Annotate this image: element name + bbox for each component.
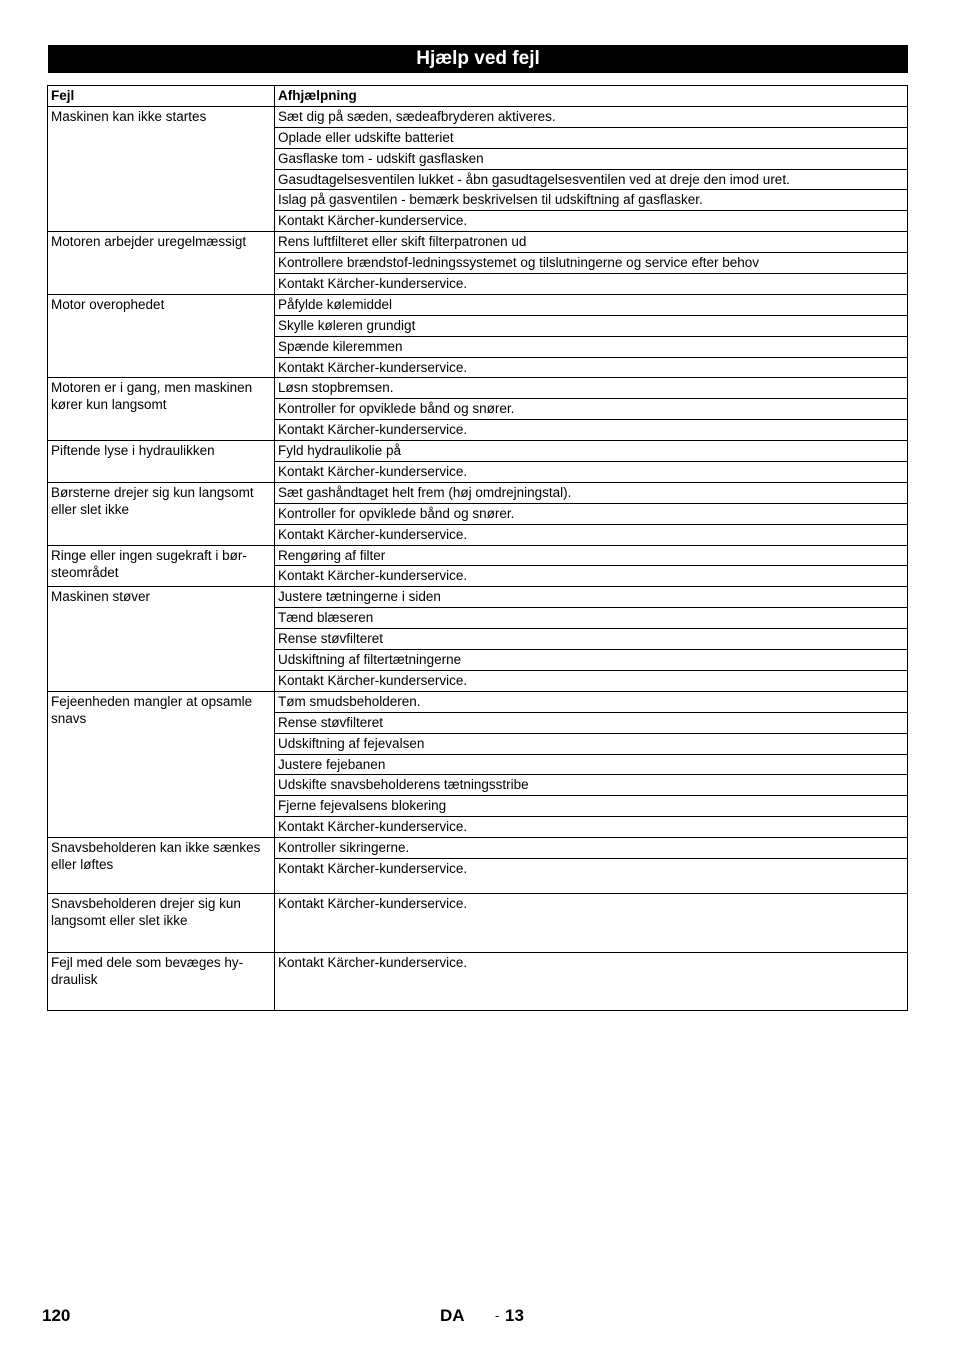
- remedy-cell: Udskiftning af fejevalsen: [275, 733, 908, 754]
- table-row: [48, 106, 908, 127]
- remedy-cell: Justere fejebanen: [275, 754, 908, 775]
- page-number: 120: [42, 1306, 71, 1325]
- remedy-cell: Påfylde kølemiddel: [275, 294, 908, 315]
- table-row: [48, 378, 908, 399]
- remedy-cell: Oplade eller udskifte batteriet: [275, 127, 908, 148]
- table-row: [48, 545, 908, 566]
- fault-cell: Fejl med dele som bevæges hy-draulisk: [48, 952, 275, 1010]
- fault-cell: Motoren er i gang, men maskinen kører kun langsomt: [48, 378, 275, 441]
- column-header-remedy: Afhjælpning: [275, 86, 908, 107]
- remedy-cell: Kontroller for opviklede bånd og snører.: [275, 503, 908, 524]
- remedy-cell: Fyld hydraulikolie på: [275, 441, 908, 462]
- remedy-cell: Kontakt Kärcher-kunderservice.: [275, 420, 908, 441]
- table-row: [48, 893, 908, 952]
- remedy-cell: Kontakt Kärcher-kunderservice.: [275, 893, 908, 952]
- fault-cell: Ringe eller ingen sugekraft i bør-steområdet: [48, 545, 275, 587]
- column-header-fault: Fejl: [48, 86, 275, 107]
- remedy-cell: Islag på gasventilen - bemærk beskrivelsen til udskiftning af gasflasker.: [275, 190, 908, 211]
- table-row: [48, 482, 908, 503]
- table-header-row: [48, 86, 908, 107]
- language-code: DA: [440, 1306, 465, 1325]
- table-body: [48, 106, 908, 1010]
- remedy-cell: Kontakt Kärcher-kunderservice.: [275, 211, 908, 232]
- remedy-cell: Kontakt Kärcher-kunderservice.: [275, 670, 908, 691]
- remedy-cell: Tænd blæseren: [275, 608, 908, 629]
- footer-separator: -: [495, 1308, 500, 1323]
- remedy-cell: Gasudtagelsesventilen lukket - åbn gasudtagelsesventilen ved at dreje den imod uret.: [275, 169, 908, 190]
- remedy-cell: Kontakt Kärcher-kunderservice.: [275, 566, 908, 587]
- remedy-cell: Gasflaske tom - udskift gasflasken: [275, 148, 908, 169]
- remedy-cell: Sæt gashåndtaget helt frem (høj omdrejningstal).: [275, 482, 908, 503]
- fault-cell: Piftende lyse i hydraulikken: [48, 441, 275, 483]
- fault-cell: Motor overophedet: [48, 294, 275, 378]
- fault-cell: Snavsbeholderen kan ikke sænkes eller løftes: [48, 838, 275, 894]
- remedy-cell: Fjerne fejevalsens blokering: [275, 796, 908, 817]
- remedy-cell: Kontrollere brændstof-ledningssystemet og tilslutningerne og service efter behov: [275, 253, 908, 274]
- remedy-cell: Rengøring af filter: [275, 545, 908, 566]
- fault-cell: Motoren arbejder uregelmæssigt: [48, 232, 275, 295]
- table-row: [48, 232, 908, 253]
- remedy-cell: Løsn stopbremsen.: [275, 378, 908, 399]
- remedy-cell: Udskifte snavsbeholderens tætningsstribe: [275, 775, 908, 796]
- remedy-cell: Kontakt Kärcher-kunderservice.: [275, 357, 908, 378]
- remedy-cell: Tøm smudsbeholderen.: [275, 691, 908, 712]
- fault-cell: Maskinen kan ikke startes: [48, 106, 275, 231]
- section-page-number: 13: [505, 1306, 524, 1325]
- remedy-cell: Rens luftfilteret eller skift filterpatronen ud: [275, 232, 908, 253]
- remedy-cell: Kontroller sikringerne.: [275, 838, 908, 859]
- section-title: Hjælp ved fejl: [48, 45, 908, 73]
- remedy-cell: Kontakt Kärcher-kunderservice.: [275, 858, 908, 893]
- remedy-cell: Udskiftning af filtertætningerne: [275, 650, 908, 671]
- table-row: [48, 691, 908, 712]
- fault-cell: Fejeenheden mangler at opsamle snavs: [48, 691, 275, 837]
- table-row: [48, 952, 908, 1010]
- table-row: [48, 294, 908, 315]
- remedy-cell: Rense støvfilteret: [275, 629, 908, 650]
- troubleshooting-table: [47, 85, 908, 1011]
- fault-cell: Snavsbeholderen drejer sig kun langsomt eller slet ikke: [48, 893, 275, 952]
- remedy-cell: Spænde kileremmen: [275, 336, 908, 357]
- fault-cell: Børsterne drejer sig kun langsomt eller slet ikke: [48, 482, 275, 545]
- table-row: [48, 441, 908, 462]
- remedy-cell: Skylle køleren grundigt: [275, 315, 908, 336]
- table-row: [48, 838, 908, 859]
- remedy-cell: Kontakt Kärcher-kunderservice.: [275, 462, 908, 483]
- remedy-cell: Justere tætningerne i siden: [275, 587, 908, 608]
- remedy-cell: Kontroller for opviklede bånd og snører.: [275, 399, 908, 420]
- remedy-cell: Kontakt Kärcher-kunderservice.: [275, 817, 908, 838]
- remedy-cell: Rense støvfilteret: [275, 712, 908, 733]
- remedy-cell: Kontakt Kärcher-kunderservice.: [275, 524, 908, 545]
- fault-cell: Maskinen støver: [48, 587, 275, 691]
- remedy-cell: Kontakt Kärcher-kunderservice.: [275, 274, 908, 295]
- remedy-cell: Kontakt Kärcher-kunderservice.: [275, 952, 908, 1010]
- table-row: [48, 587, 908, 608]
- remedy-cell: Sæt dig på sæden, sædeafbryderen aktiveres.: [275, 106, 908, 127]
